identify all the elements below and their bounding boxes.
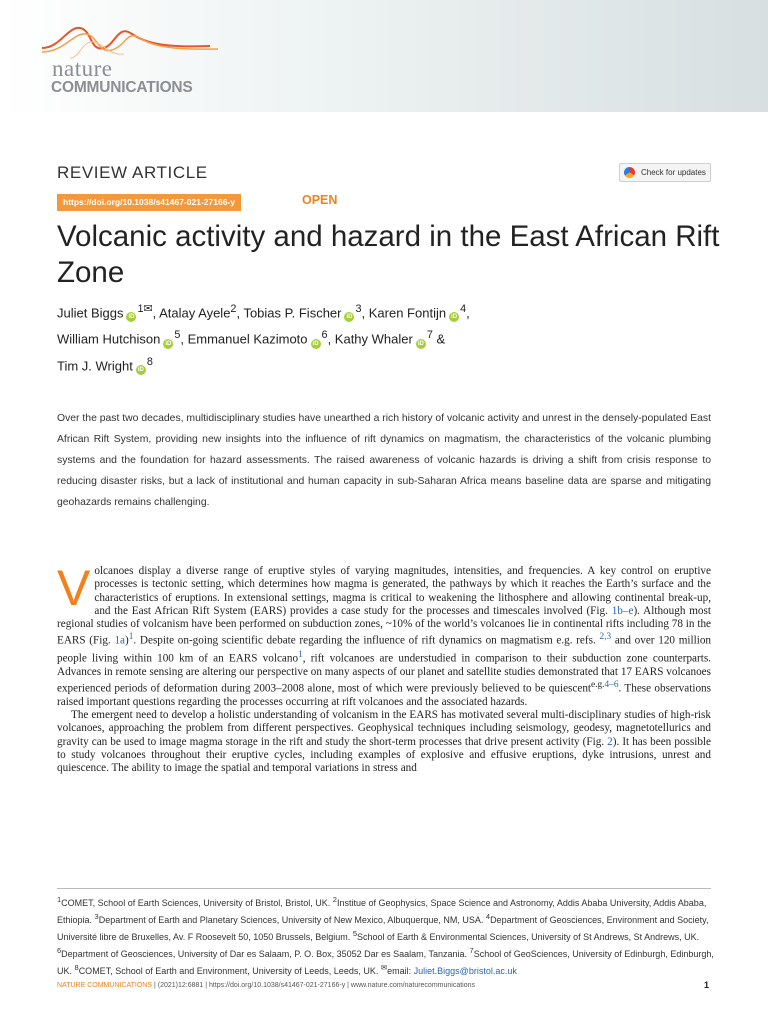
article-type: REVIEW ARTICLE (57, 163, 208, 182)
author-affiliation-marker: 1✉ (137, 303, 153, 315)
author-name[interactable]: Juliet Biggs (57, 305, 124, 321)
author-separator: & (432, 331, 446, 347)
author-name[interactable]: Karen Fontijn (368, 305, 447, 321)
footer-journal[interactable]: NATURE COMMUNICATIONS (57, 982, 153, 989)
orcid-icon[interactable]: iD (165, 340, 172, 347)
citation-link[interactable]: 2,3 (599, 632, 612, 643)
footnote-divider (57, 888, 711, 889)
affiliation-number: 1 (57, 895, 62, 904)
affiliation-text: Institue of Geophysics, Space Science and Astronomy, Addis Ababa University, Addis Ababa, Ethiopia. (57, 898, 707, 925)
citation-prefix: e.g. (591, 679, 605, 690)
abstract: Over the past two decades, multidisciplinary studies have unearthed a rich history of volcanic activity and unrest in the densely-populated East African Rift System, providing new insights into the influence of rift dynamics on magmatism, the characteristics of the volcanic plumbing systems and the foundation for hazard assessments. The raised awareness of volcanic hazards is driving a shift from crisis response to reducing disaster risks, but a lack of institutional and human capacity in sub-Saharan Africa means baseline data are sparse and mitigating geohazards remains challenging. (57, 413, 711, 508)
author-name[interactable]: Tim J. Wright (57, 357, 133, 373)
author-line (57, 324, 717, 350)
citation-link[interactable]: 1 (298, 649, 303, 660)
author-affiliation-marker: 4 (460, 303, 467, 315)
author-separator: , (152, 305, 160, 321)
orcid-icon[interactable]: iD (137, 366, 144, 373)
doi-link[interactable]: https://doi.org/10.1038/s41467-021-27166-y (57, 194, 241, 211)
journal-header (0, 0, 768, 112)
affiliation-number: 8 (74, 963, 79, 972)
affiliation-number: 3 (94, 912, 99, 921)
orcid-icon[interactable]: iD (346, 314, 353, 321)
author-affiliation-marker: 5 (174, 329, 181, 342)
open-access-label: OPEN (302, 193, 338, 207)
figure-reference-link[interactable]: 2 (607, 735, 613, 748)
body-paragraph: The emergent need to develop a holistic understanding of volcanism in the EARS has motivated several multi-disciplinary studies of high-risk volcanoes, approaching the problem from different perspectives. Geophysical techniques including seismology, geodesy, magnetotellurics and gravity can be used to image magma storage in the rift and study the short-term processes that drive present activity (Fig. 2). It has been possible to study volcanoes throughout their eruptive cycles, including examples of explosive and effusive eruptions, dyke intrusions, unrest and quiescence. The ability to image the spatial and temporal variations in stress and (57, 709, 711, 775)
author-separator: , (180, 331, 188, 347)
affiliation-text: COMET, School of Earth Sciences, University of Bristol, Bristol, UK. (61, 898, 333, 908)
author-name[interactable]: Emmanuel Kazimoto (187, 331, 308, 347)
affiliation-text: Department of Earth and Planetary Sciences, University of New Mexico, Albuquerque, NM, USA. (98, 915, 486, 925)
author-name[interactable]: William Hutchison (57, 331, 161, 347)
author-separator: , (361, 305, 369, 321)
affiliations (57, 893, 717, 978)
author-affiliation-marker: 6 (321, 329, 328, 342)
author-separator: , (466, 305, 470, 321)
author-affiliation-marker: 7 (426, 329, 433, 342)
affiliation-text: School of GeoSciences, University of Edinburgh, Edinburgh, UK. (57, 949, 714, 976)
page-number: 1 (704, 980, 710, 990)
author-email-link[interactable]: Juliet.Biggs@bristol.ac.uk (413, 966, 517, 976)
page-footer (57, 982, 711, 989)
author-affiliation-marker: 8 (146, 355, 153, 368)
check-for-updates-label: Check for updates (641, 168, 706, 177)
check-for-updates-button[interactable] (619, 163, 711, 182)
author-name[interactable]: Tobias P. Fischer (243, 305, 342, 321)
author-affiliation-marker: 2 (230, 303, 237, 315)
figure-reference-link[interactable]: 1a (114, 635, 125, 648)
email-icon: ✉ (380, 963, 388, 972)
author-name[interactable]: Atalay Ayele (159, 305, 231, 321)
affiliation-text: Department of Geosciences, University of Dar es Salaam, P. O. Box, 35052 Dar es Saalam, Tanzania. (61, 949, 470, 959)
affiliation-number: 2 (332, 895, 337, 904)
body-text (57, 560, 712, 776)
affiliation-text: COMET, School of Earth and Environment, University of Leeds, Leeds, UK. (78, 966, 381, 976)
affiliation-number: 5 (352, 929, 357, 938)
affiliation-text: School of Earth & Environmental Sciences, University of St Andrews, St Andrews, UK. (356, 932, 700, 942)
figure-reference-link[interactable]: 1b–e (611, 604, 634, 617)
body-paragraph: olcanoes display a diverse range of eruptive styles of varying magnitudes, intensities, and frequencies. A key control on eruptive processes is tectonic setting, which determines how magma is generated, the pathways by which it reaches the Earth’s surface and the characteristics of eruptions. In extensional settings, magma is critical to weakening the lithosphere and allowing continental break-up, and the East African Rift System (EARS) provides a case study for the processes and timescales involved (Fig. 1b–e). Although most regional studies of volcanism have been performed on subduction zones, ~10% of the world’s volcanoes lie in continental rifts including 78 in the EARS (Fig. 1a)$^1$. Despite on-going scientific debate regarding the influence of rift dynamics on magmatism e.g. refs. $^{2,3}$ and over 120 million people living within 100 km of an EARS volcano$^1$, rift volcanoes are understudied in comparison to their subduction zone counterparts. Advances in remote sensing are altering our perspective on many aspects of our planet and satellite studies demonstrated that 17 EARS volcanoes experienced periods of deformation during 2003–2008 alone, most of which were previously believed to be quiescent$^{e.g.4-6}$. These observations raised important questions regarding the processes occurring at rift volcanoes and the associated hazards. (57, 565, 712, 708)
drop-cap: V (57, 560, 91, 616)
logo-nature-text: nature (52, 56, 113, 81)
orcid-icon[interactable]: iD (312, 340, 319, 347)
email-label: email: (387, 966, 414, 976)
citation-link[interactable]: 1 (128, 632, 134, 643)
article-title: Volcanic activity and hazard in the East African Rift Zone (57, 220, 720, 289)
orcid-icon[interactable]: iD (128, 314, 135, 321)
affiliation-number: 6 (57, 946, 62, 955)
footer-citation: | (2021)12:6881 | https://doi.org/10.1038/s41467-021-27166-y | www.nature.com/naturecommunications (152, 982, 476, 989)
affiliation-text: Department of Geosciences, Environment and Society, Université libre de Bruxelles, Av. F Roosevelt 50, 1050 Brussels, Belgium. (57, 915, 709, 942)
author-line (57, 298, 717, 324)
author-line (57, 351, 717, 377)
logo-communications-text: COMMUNICATIONS (51, 79, 193, 96)
author-name[interactable]: Kathy Whaler (334, 331, 413, 347)
author-separator: , (327, 331, 335, 347)
author-affiliation-marker: 3 (355, 303, 362, 315)
citation-link[interactable]: 4–6 (604, 679, 619, 690)
affiliation-number: 7 (469, 946, 474, 955)
orcid-icon[interactable]: iD (417, 340, 424, 347)
author-separator: , (236, 305, 244, 321)
journal-logo[interactable] (40, 18, 230, 98)
author-list (57, 298, 717, 377)
affiliation-number: 4 (485, 912, 491, 921)
orcid-icon[interactable]: iD (451, 314, 458, 321)
crossmark-icon (624, 167, 635, 178)
